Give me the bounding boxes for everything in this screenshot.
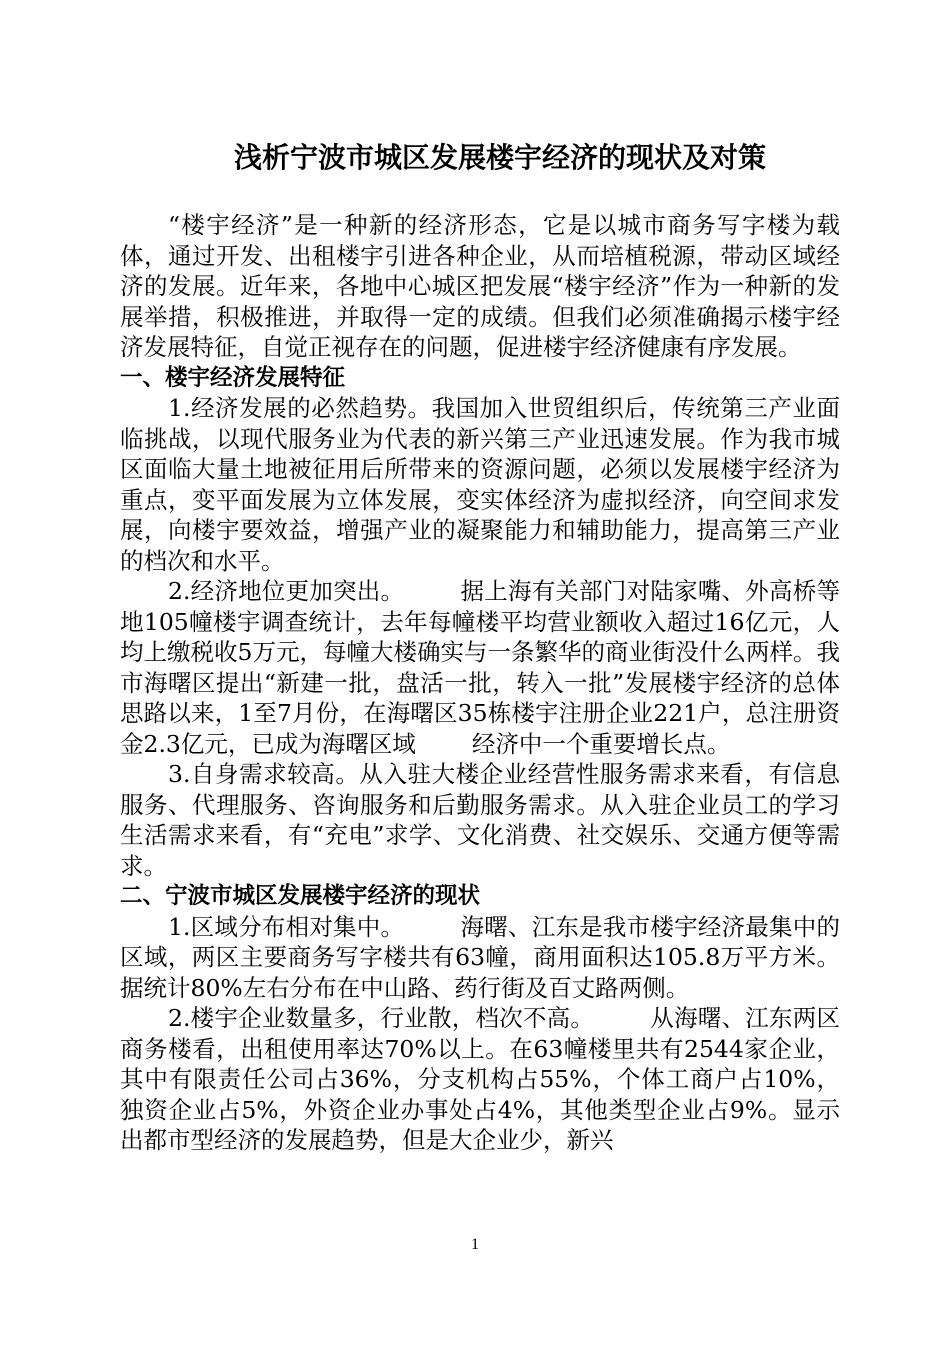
section-2-paragraph-2-text: 从海曙、江东两区商务楼看，出租使用率达70%以上。在63幢楼里共有2544家企业，其中有限责任公司占36%，分支机构占55%，个体工商户占10%，独资企业占5%，外资企业办事处占4%，其他类型企业占9%。显示出都市型经济的发展趋势，但是大企业少，新兴 — [120, 1004, 841, 1154]
section-1-paragraph-2-lead: 2.经济地位更加突出。 — [168, 577, 405, 605]
section-2-paragraph-2 — [120, 1003, 840, 1156]
section-2-paragraph-2-lead: 2.楼宇企业数量多，行业散，档次不高。 — [168, 1004, 595, 1032]
section-1-heading: 一、楼宇经济发展特征 — [120, 364, 346, 391]
section-1-paragraph-2-tail: 经济中一个重要增长点。 — [471, 729, 731, 758]
section-1-paragraph-2-text: 据上海有关部门对陆家嘴、外高桥等地105幢楼宇调查统计，去年每幢楼平均营业额收入超过16亿元，人均上缴税收5万元，每幢大楼确实与一条繁华的商业街没什么两样。我市海曙区提出“新建一批，盘活一批，转入一批”发展楼宇经济的总体思路以来，1至7月份，在海曙区35栋楼宇注册企业221户，总注册资金2.3亿元，已成为海曙区域 — [120, 577, 841, 758]
section-1-paragraph-2 — [120, 576, 840, 759]
document-title: 浅析宁波市城区发展楼宇经济的现状及对策 — [233, 141, 766, 174]
page-number: 1 — [471, 1236, 479, 1253]
section-1-paragraph-1: 1.经济发展的必然趋势。我国加入世贸组织后，传统第三产业面临挑战，以现代服务业为代表的新兴第三产业迅速发展。作为我市城区面临大量土地被征用后所带来的资源问题，必须以发展楼宇经济为重点，变平面发展为立体发展，变实体经济为虚拟经济，向空间求发展，向楼宇要效益，增强产业的凝聚能力和辅助能力，提高第三产业的档次和水平。 — [120, 394, 840, 575]
section-2-paragraph-1-text: 海曙、江东是我市楼宇经济最集中的区域，两区主要商务写字楼共有63幢，商用面积达105.8万平方米。据统计80%左右分布在中山路、药行街及百丈路两侧。 — [120, 912, 841, 1002]
section-2-heading: 二、宁波市城区发展楼宇经济的现状 — [120, 883, 481, 909]
intro-paragraph: “楼宇经济”是一种新的经济形态，它是以城市商务写字楼为载体，通过开发、出租楼宇引进各种企业，从而培植税源，带动区域经济的发展。近年来，各地中心城区把发展“楼宇经济”作为一种新的发展举措，积极推进，并取得一定的成绩。但我们必须准确揭示楼宇经济发展特征，自觉正视存在的问题，促进楼宇经济健康有序发展。 — [120, 211, 840, 361]
section-2-paragraph-1-lead: 1.区域分布相对集中。 — [168, 912, 405, 941]
section-1-paragraph-3: 3.自身需求较高。从入驻大楼企业经营性服务需求来看，有信息服务、代理服务、咨询服务和后勤服务需求。从入驻企业员工的学习生活需求来看，有“充电”求学、文化消费、社交娱乐、交通方便等需求。 — [120, 760, 840, 880]
document-body — [120, 210, 840, 1156]
section-2-paragraph-1 — [120, 912, 840, 1004]
